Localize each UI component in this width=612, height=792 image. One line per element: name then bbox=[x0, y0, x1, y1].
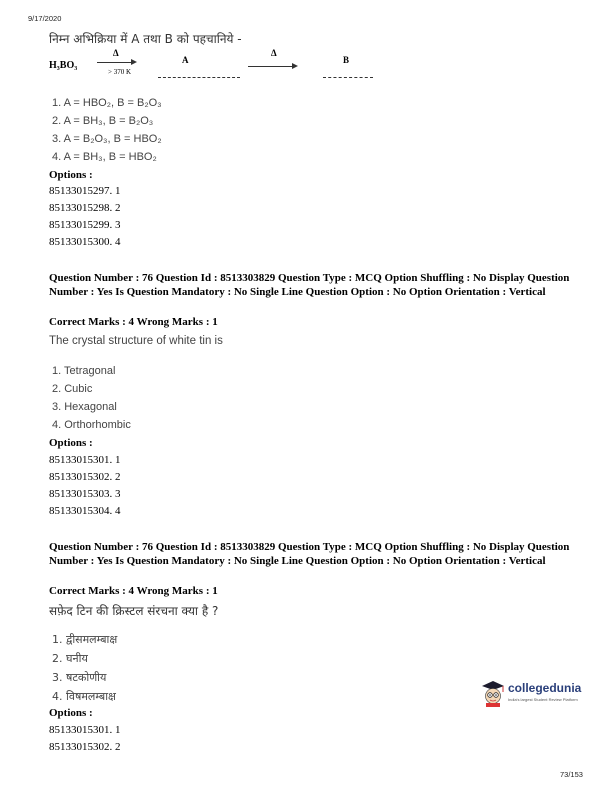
logo-wordmark: collegedunia bbox=[508, 681, 582, 695]
logo-tagline: India's largest Student Review Platform bbox=[508, 697, 578, 702]
product-a-label: A bbox=[182, 55, 189, 65]
option-id: 85133015300. 4 bbox=[49, 236, 121, 248]
collegedunia-logo bbox=[480, 679, 580, 709]
option-id: 85133015304. 4 bbox=[49, 505, 121, 517]
option-id: 85133015302. 2 bbox=[49, 741, 121, 753]
question-meta: Question Number : 76 Question Id : 8513303829 Question Type : MCQ Option Shuffling : No Display Question Number : Yes Is Question Mandatory : No Single Line Question Option : No Option Orientation : Vertical bbox=[49, 272, 570, 298]
option-id: 85133015301. 1 bbox=[49, 724, 121, 736]
product-b-label: B bbox=[343, 55, 350, 65]
reaction-arrow bbox=[248, 66, 296, 67]
options-heading: Options : bbox=[49, 707, 93, 719]
option-id: 85133015302. 2 bbox=[49, 471, 121, 483]
choice-item: 3. A = B₂O₃, B = HBO₂ bbox=[52, 133, 162, 145]
delta-symbol: Δ bbox=[113, 48, 119, 58]
reactant: H₃BO₃ bbox=[49, 60, 78, 71]
reaction-condition: > 370 K bbox=[108, 68, 132, 76]
choice-item: 3. Hexagonal bbox=[52, 401, 117, 413]
option-id: 85133015297. 1 bbox=[49, 185, 121, 197]
question-stem: निम्न अभिक्रिया में A तथा B को पहचानिये - bbox=[49, 32, 242, 46]
blank-b bbox=[323, 77, 373, 78]
choice-item: 2. घनीय bbox=[52, 652, 88, 665]
options-heading: Options : bbox=[49, 437, 93, 449]
option-id: 85133015301. 1 bbox=[49, 454, 121, 466]
question-stem: सफ़ेद टिन की क्रिस्टल संरचना क्या है ? bbox=[49, 604, 219, 618]
page-number: 73/153 bbox=[560, 770, 583, 779]
question-stem: The crystal structure of white tin is bbox=[49, 335, 223, 347]
choice-item: 1. द्वीसमलम्बाक्ष bbox=[52, 633, 118, 646]
question-meta: Question Number : 76 Question Id : 8513303829 Question Type : MCQ Option Shuffling : No Display Question Number : Yes Is Question Mandatory : No Single Line Question Option : No Option Orientation : Vertical bbox=[49, 541, 570, 567]
choice-item: 4. A = BH₃, B = HBO₂ bbox=[52, 151, 157, 163]
question-marks: Correct Marks : 4 Wrong Marks : 1 bbox=[49, 585, 218, 597]
question-marks: Correct Marks : 4 Wrong Marks : 1 bbox=[49, 316, 218, 328]
print-date: 9/17/2020 bbox=[28, 14, 62, 23]
delta-symbol: Δ bbox=[271, 48, 277, 58]
choice-item: 2. A = BH₃, B = B₂O₃ bbox=[52, 115, 154, 127]
reaction-arrow bbox=[97, 62, 135, 63]
options-heading: Options : bbox=[49, 169, 93, 181]
option-id: 85133015298. 2 bbox=[49, 202, 121, 214]
mascot-icon bbox=[480, 679, 506, 707]
choice-item: 1. A = HBO₂, B = B₂O₃ bbox=[52, 97, 162, 109]
choice-item: 1. Tetragonal bbox=[52, 365, 116, 377]
choice-item: 3. षटकोणीय bbox=[52, 671, 107, 684]
option-id: 85133015299. 3 bbox=[49, 219, 121, 231]
choice-item: 4. विषमलम्बाक्ष bbox=[52, 690, 116, 703]
option-id: 85133015303. 3 bbox=[49, 488, 121, 500]
choice-item: 2. Cubic bbox=[52, 383, 93, 395]
choice-item: 4. Orthorhombic bbox=[52, 419, 131, 431]
blank-a bbox=[158, 77, 240, 78]
